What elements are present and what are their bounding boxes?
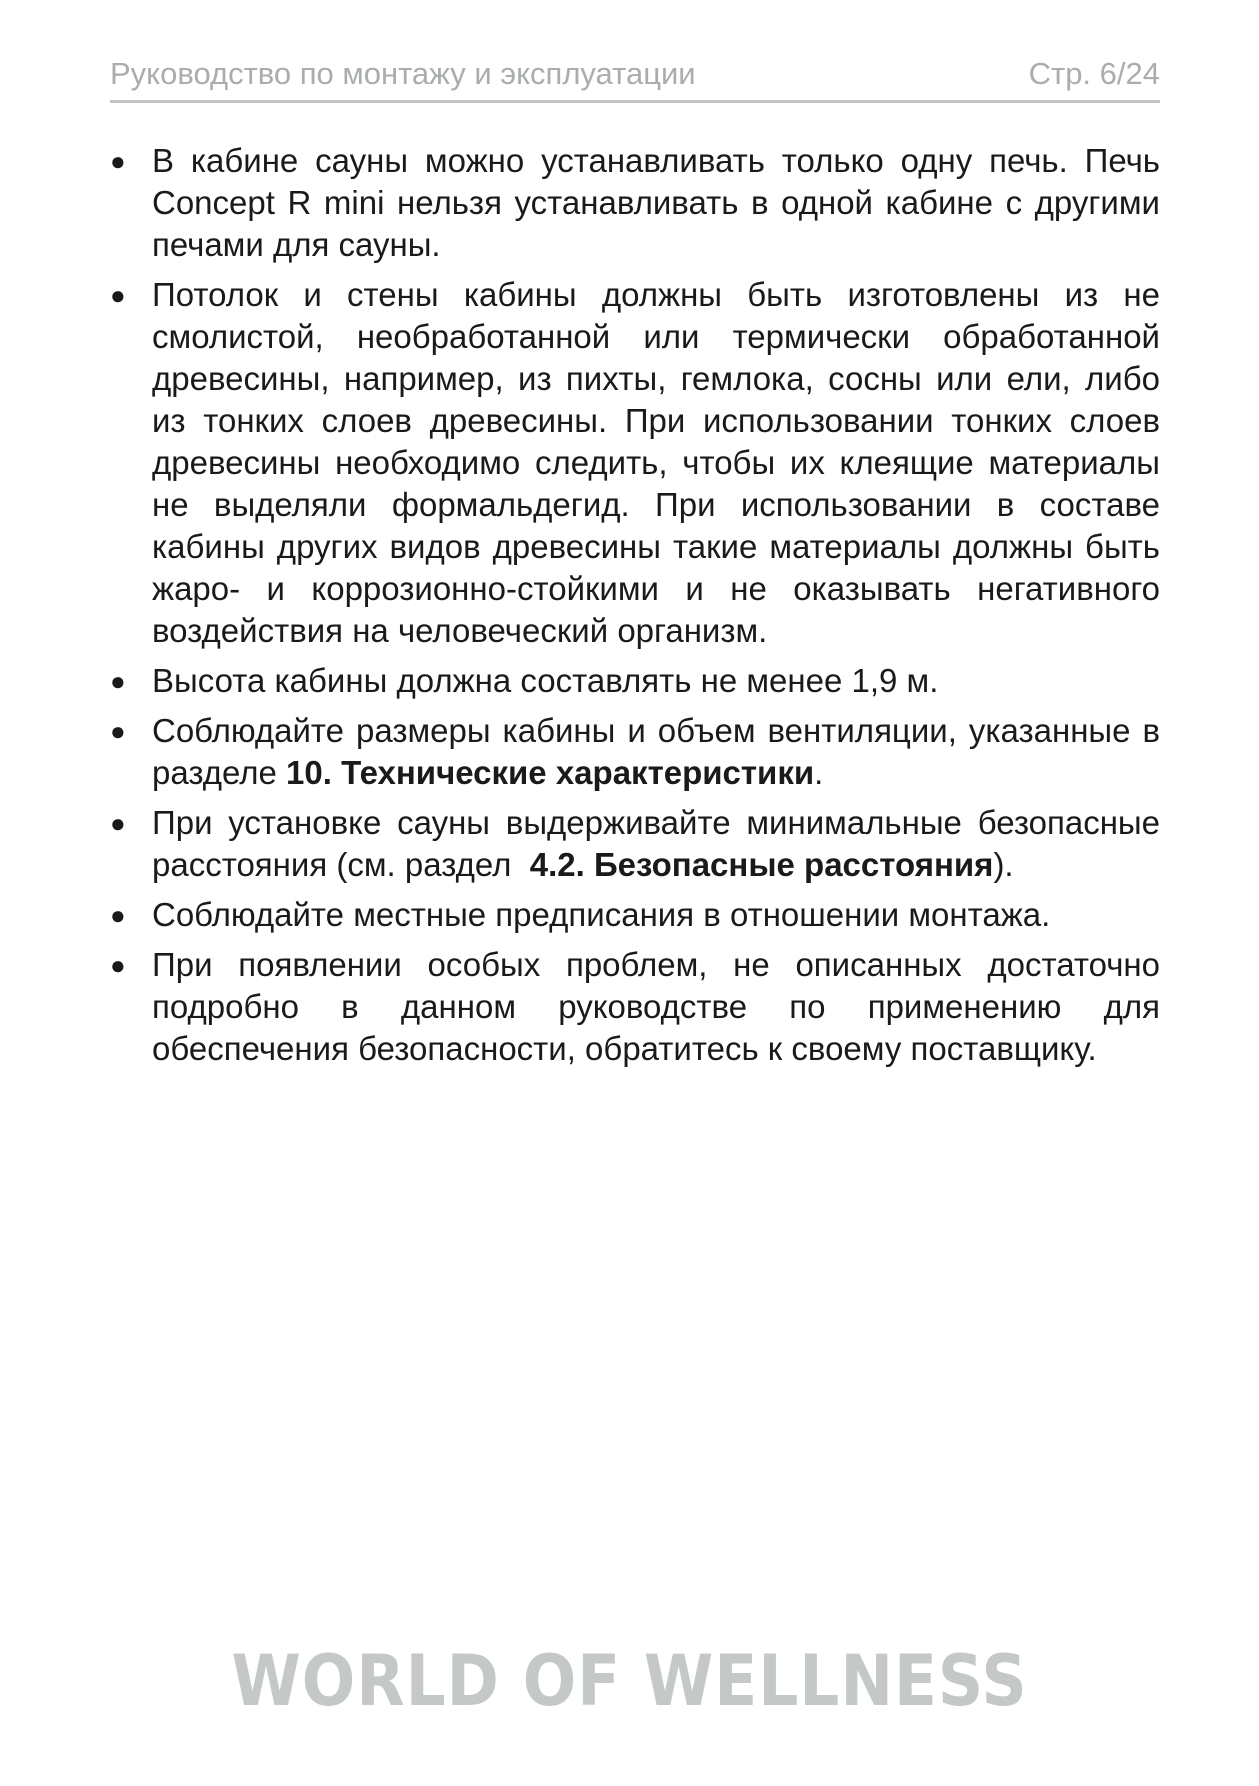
section-reference: 10. Технические характеристики	[286, 754, 815, 791]
list-item	[110, 944, 1160, 1070]
list-item-text-end: ).	[993, 846, 1014, 883]
list-item-text: Соблюдайте местные предписания в отношении монтажа.	[152, 896, 1051, 933]
main-content	[110, 140, 1170, 1078]
bullet-icon: ●	[110, 950, 126, 980]
list-item	[110, 274, 1160, 652]
list-item-text: В кабине сауны можно устанавливать только одну печь. Печь Concept R mini нельзя устанавливать в одной кабине с другими печами для сауны.	[152, 142, 1160, 263]
bullet-icon: ●	[110, 666, 126, 696]
list-item	[110, 660, 1160, 702]
bullet-icon: ●	[110, 716, 126, 746]
list-item-text: При установке сауны выдерживайте минимальные безопасные расстояния (см. раздел	[152, 804, 1170, 883]
document-title: Руководство по монтажу и эксплуатации	[110, 56, 696, 91]
bullet-list	[110, 140, 1170, 1070]
list-item	[110, 140, 1160, 266]
list-item-text: Высота кабины должна составлять не менее 1,9 м.	[152, 662, 939, 699]
list-item	[110, 710, 1160, 794]
page-header	[110, 52, 1160, 103]
brand-logo: WORLD OF WELLNESS	[231, 1640, 1028, 1722]
list-item-text-end: .	[814, 754, 824, 791]
bullet-icon: ●	[110, 146, 126, 176]
page-number: Стр. 6/24	[1028, 56, 1160, 91]
bullet-icon: ●	[110, 280, 126, 310]
list-item-text: Потолок и стены кабины должны быть изготовлены из не смолистой, необработанной или термически обработанной древесины, например, из пихты, гемлока, сосны или ели, либо из тонких слоев древесины. При использовании тонких слоев древесины необходимо следить, чтобы их клеящие материалы не выделяли формальдегид. При использовании в составе кабины других видов древесины такие материалы должны быть жаро- и коррозионно-стойкими и не оказывать негативного воздействия на человеческий организм.	[152, 276, 1160, 649]
section-reference: 4.2. Безопасные расстояния	[529, 846, 994, 883]
list-item	[110, 802, 1170, 886]
list-item-text: Соблюдайте размеры кабины и объем вентиляции, указанные в разделе	[152, 712, 1160, 791]
list-item	[110, 894, 1160, 936]
bullet-icon: ●	[110, 900, 126, 930]
list-item-text: При появлении особых проблем, не описанных достаточно подробно в данном руководстве по применению для обеспечения безопасности, обратитесь к своему поставщику.	[152, 946, 1160, 1067]
bullet-icon: ●	[110, 808, 126, 838]
